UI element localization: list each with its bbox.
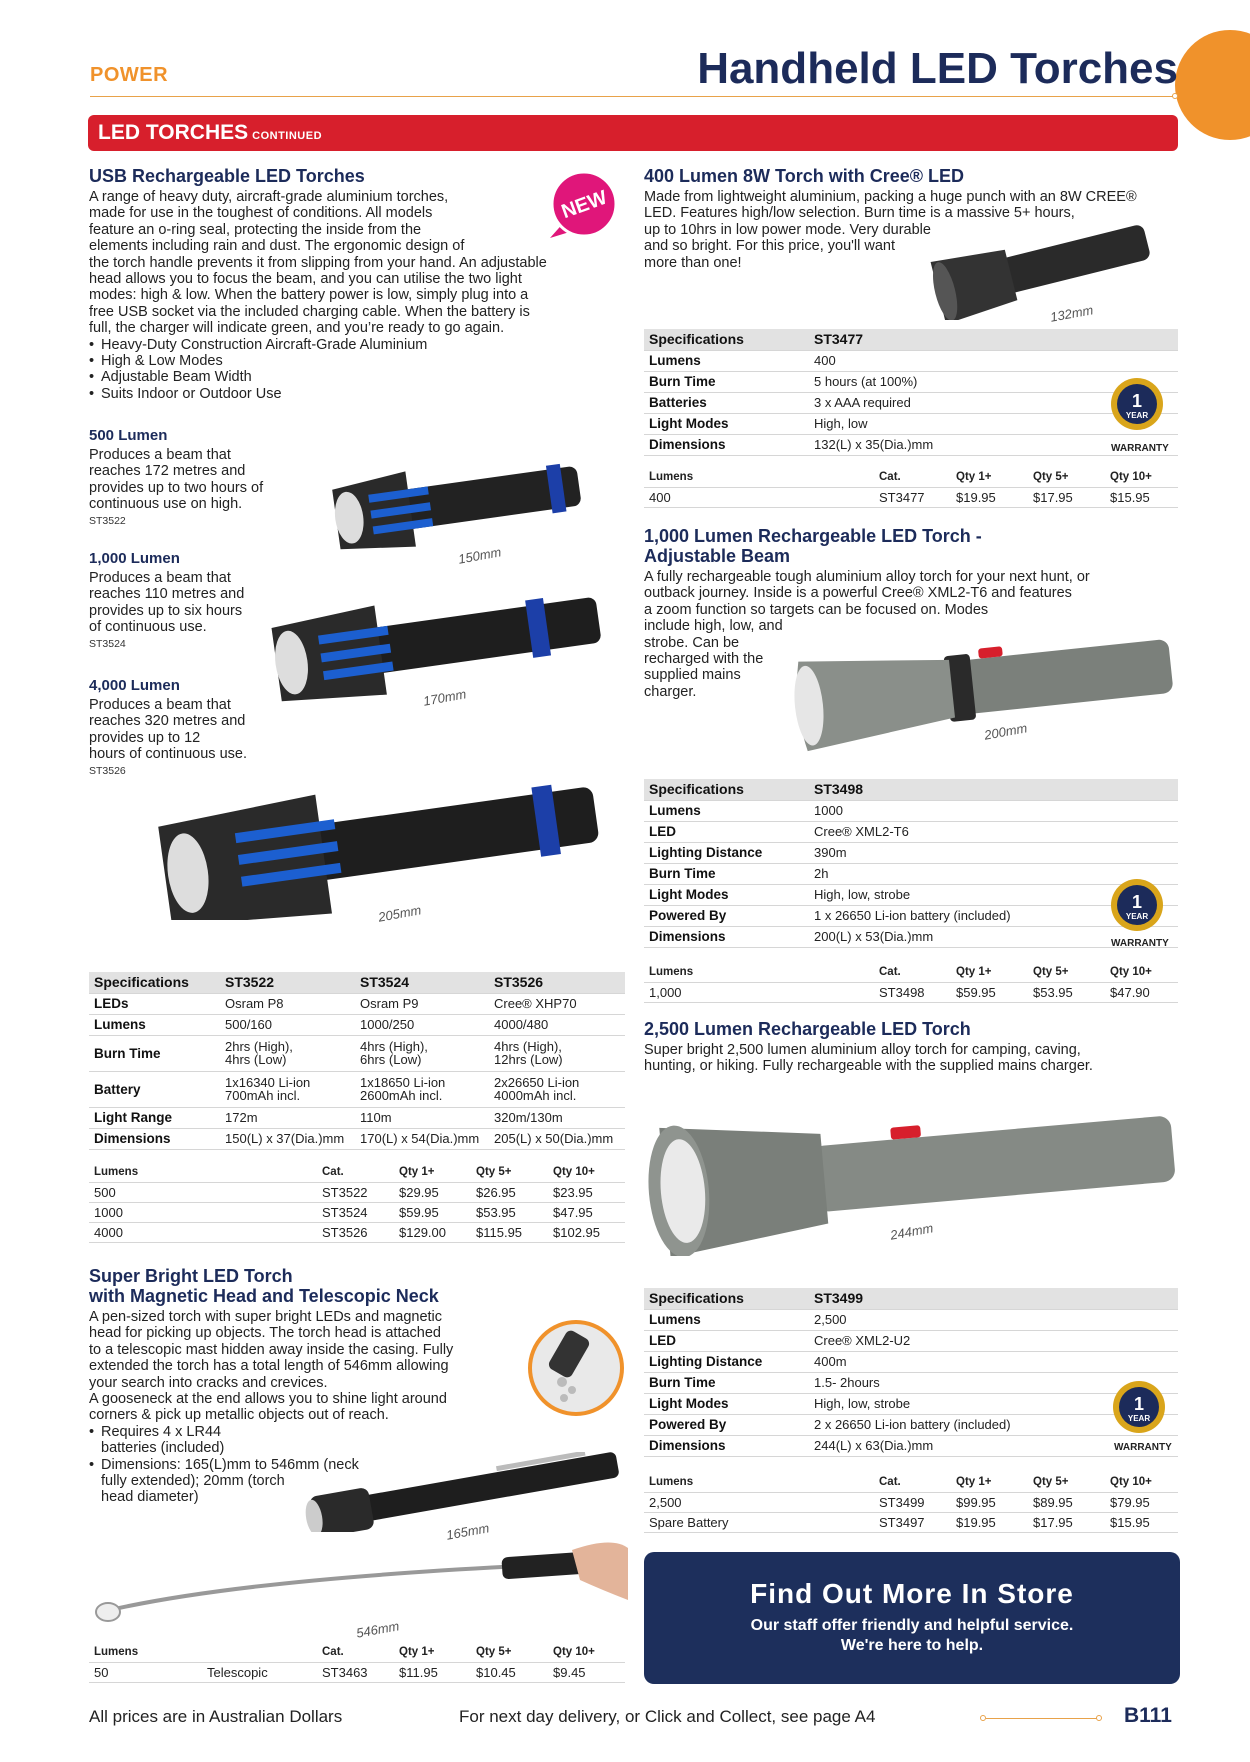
usb-features <box>89 337 629 403</box>
superbright-subtitle: with Magnetic Head and Telescopic Neck <box>89 1286 439 1306</box>
t2500-title: 2,500 Lumen Rechargeable LED Torch <box>644 1019 971 1039</box>
variant-1000: 1,000 Lumen Produces a beam that reaches 110 metres and provides up to six hours of continuous use. ST3524 <box>89 550 299 650</box>
store-promo-box <box>644 1552 1180 1684</box>
feature-item: • High & Low Modes <box>89 353 629 369</box>
t2500-price-table <box>644 1472 1178 1533</box>
banner-title: LED TORCHES <box>98 121 249 144</box>
table-header: Specifications ST3499 <box>644 1288 1178 1309</box>
feature-item: • Heavy-Duty Construction Aircraft-Grade Aluminium <box>89 337 629 353</box>
t1000-subtitle: Adjustable Beam <box>644 546 791 566</box>
table-header: Specifications ST3477 <box>644 329 1178 350</box>
page-number: B111 <box>1124 1704 1172 1727</box>
svg-text:YEAR: YEAR <box>1127 1414 1151 1423</box>
dimension-label: 150mm <box>457 544 503 567</box>
variant-code: ST3522 <box>89 514 126 527</box>
t2500-description: Super bright 2,500 lumen aluminium alloy torch for camping, caving, hunting, or hiking. Fully rechargeable with the supplied mains charger. <box>644 1042 1093 1075</box>
table-row: 1,000 ST3498 $59.95 $53.95 $47.90 <box>644 982 1178 1002</box>
t400-description: Made from lightweight aluminium, packing a huge punch with an 8W CREE® LED. Features high/low selection. Burn time is a massive 5+ hours, up to 10hrs in low power mode. Very durable and so bright. For this price, you'll want more than one! <box>644 189 1137 271</box>
header-rule <box>90 96 1174 97</box>
svg-text:1: 1 <box>1131 391 1143 411</box>
table-header: Lumens Cat. Qty 1+ Qty 5+ Qty 10+ <box>644 467 1178 487</box>
t1000-spec-table <box>644 779 1178 948</box>
table-header: Lumens Cat. Qty 1+ Qty 5+ Qty 10+ <box>644 1472 1178 1492</box>
telescopic-torch-image <box>300 1452 630 1532</box>
table-row: Light Range 172m 110m 320m/130m <box>89 1107 625 1128</box>
table-row: Burn Time 2h <box>644 863 1178 884</box>
table-row: Spare Battery ST3497 $19.95 $17.95 $15.95 <box>644 1512 1178 1532</box>
svg-text:YEAR: YEAR <box>1125 411 1149 420</box>
dimension-label: 244mm <box>889 1220 935 1243</box>
t400-price-table <box>644 467 1178 508</box>
t400-title: 400 Lumen 8W Torch with Cree® LED <box>644 166 964 186</box>
dimension-label: 132mm <box>1049 302 1095 325</box>
superbright-title: Super Bright LED Torch <box>89 1266 293 1286</box>
telescopic-extended-image <box>92 1540 630 1630</box>
table-row: LED Cree® XML2-T6 <box>644 821 1178 842</box>
variant-title: 4,000 Lumen <box>89 677 180 694</box>
table-row: Dimensions 132(L) x 35(Dia.)mm <box>644 434 1178 455</box>
new-badge <box>540 168 620 248</box>
warranty-label: WARRANTY <box>1114 1442 1172 1453</box>
feature-item: • Dimensions: 165(L)mm to 546mm (neck fully extended); 20mm (torch head diameter) <box>89 1457 629 1506</box>
dimension-label: 165mm <box>445 1520 491 1543</box>
store-promo-line1: Our staff offer friendly and helpful service. <box>750 1617 1074 1634</box>
store-promo-line2: We're here to help. <box>840 1637 984 1654</box>
category-banner <box>88 115 1178 151</box>
superbright-price-table <box>89 1642 625 1683</box>
usb-spec-table <box>89 972 625 1150</box>
warranty-label: WARRANTY <box>1111 443 1169 454</box>
table-row: 50 Telescopic ST3463 $11.95 $10.45 $9.45 <box>89 1662 625 1682</box>
store-promo-title: Find Out More In Store <box>750 1578 1074 1609</box>
usb-title: USB Rechargeable LED Torches <box>89 166 365 186</box>
torch-st3477-image <box>930 210 1180 320</box>
warranty-badge-icon <box>1112 1380 1166 1434</box>
table-row: Lighting Distance 400m <box>644 1351 1178 1372</box>
variant-title: 1,000 Lumen <box>89 550 180 567</box>
table-row: Light Modes High, low, strobe <box>644 884 1178 905</box>
usb-price-table <box>89 1162 625 1243</box>
table-row: Lighting Distance 390m <box>644 842 1178 863</box>
feature-item: • Requires 4 x LR44 batteries (included) <box>89 1424 629 1457</box>
table-row: Dimensions 150(L) x 37(Dia.)mm 170(L) x 54(Dia.)mm 205(L) x 50(Dia.)mm <box>89 1128 625 1149</box>
magnetic-head-inset-image <box>526 1318 626 1418</box>
footer-rule <box>986 1718 1098 1719</box>
table-row: Lumens 1000 <box>644 800 1178 821</box>
table-row: Lumens 2,500 <box>644 1309 1178 1330</box>
table-row: Lumens 400 <box>644 350 1178 371</box>
variant-code: ST3526 <box>89 764 126 777</box>
t1000-description: A fully rechargeable tough aluminium alloy torch for your next hunt, or outback journey. Inside is a powerful Cree® XML2-T6 and features a zoom function so targets can be focused on. Modes include high, low, and strobe. Can be recharged with the supplied mains charger. <box>644 569 1090 700</box>
table-row: Dimensions 200(L) x 53(Dia.)mm <box>644 926 1178 947</box>
warranty-badge-icon <box>1110 878 1164 932</box>
dimension-label: 205mm <box>377 902 423 925</box>
banner-sub: CONTINUED <box>252 130 323 142</box>
svg-text:YEAR: YEAR <box>1125 912 1149 921</box>
table-row: Dimensions 244(L) x 63(Dia.)mm <box>644 1435 1178 1456</box>
table-header: Lumens Cat. Qty 1+ Qty 5+ Qty 10+ <box>89 1642 625 1662</box>
table-row: Powered By 2 x 26650 Li-ion battery (included) <box>644 1414 1178 1435</box>
table-row: 500 ST3522 $29.95 $26.95 $23.95 <box>89 1182 625 1202</box>
warranty-label: WARRANTY <box>1111 938 1169 949</box>
table-row: Burn Time 2hrs (High), 4hrs (Low) 4hrs (High), 6hrs (Low) 4hrs (High), 12hrs (Low) <box>89 1035 625 1071</box>
dimension-label: 170mm <box>422 686 468 709</box>
t400-spec-table <box>644 329 1178 456</box>
svg-text:1: 1 <box>1133 1394 1145 1414</box>
usb-description: A range of heavy duty, aircraft-grade aluminium torches, made for use in the toughest of conditions. All models feature an o-ring seal, protecting the inside from the elements including rain and dust. The ergonomic design of the torch handle prevents it from slipping from your hand. An adjustable head allows you to focus the beam, and you can utilise the two light modes: high & low. When the battery power is low, simply plug into a free USB socket via the included charging cable. When the battery is full, the charger will indicate green, and you’re ready to go again. <box>89 189 547 337</box>
t1000-price-table <box>644 962 1178 1003</box>
table-row: LED Cree® XML2-U2 <box>644 1330 1178 1351</box>
table-row: Battery 1x16340 Li-ion 700mAh incl. 1x18650 Li-ion 2600mAh incl. 2x26650 Li-ion 4000mAh incl. <box>89 1071 625 1107</box>
torch-st3522-image <box>330 440 620 560</box>
section-label: POWER <box>90 64 169 86</box>
header-rule-end <box>1172 93 1178 99</box>
table-row: Lumens 500/160 1000/250 4000/480 <box>89 1014 625 1035</box>
torch-st3524-image <box>270 576 620 709</box>
page-tab-decoration <box>1175 30 1250 140</box>
variant-code: ST3524 <box>89 637 126 650</box>
feature-item: • Suits Indoor or Outdoor Use <box>89 386 629 402</box>
t2500-spec-table <box>644 1288 1178 1457</box>
t2500-section <box>644 1019 1184 1075</box>
table-row: Burn Time 1.5- 2hours <box>644 1372 1178 1393</box>
variant-title: 500 Lumen <box>89 427 168 444</box>
table-row: Light Modes High, low <box>644 413 1178 434</box>
dimension-label: 200mm <box>983 720 1029 743</box>
table-row: 4000 ST3526 $129.00 $115.95 $102.95 <box>89 1222 625 1242</box>
table-row: Burn Time 5 hours (at 100%) <box>644 371 1178 392</box>
footer-delivery-note: For next day delivery, or Click and Collect, see page A4 <box>459 1707 876 1726</box>
new-badge-text: NEW <box>558 186 611 224</box>
table-header: Specifications ST3498 <box>644 779 1178 800</box>
page-title: Handheld LED Torches <box>697 44 1178 93</box>
table-header: Lumens Cat. Qty 1+ Qty 5+ Qty 10+ <box>644 962 1178 982</box>
warranty-badge-icon <box>1110 377 1164 431</box>
variant-4000: 4,000 Lumen Produces a beam that reaches 320 metres and provides up to 12 hours of continuous use. ST3526 <box>89 677 299 777</box>
footer-currency-note: All prices are in Australian Dollars <box>89 1707 343 1726</box>
dimension-label: 546mm <box>355 1618 401 1641</box>
table-row: Batteries 3 x AAA required <box>644 392 1178 413</box>
table-header: Lumens Cat. Qty 1+ Qty 5+ Qty 10+ <box>89 1162 625 1182</box>
footer-rule-end <box>1096 1715 1102 1721</box>
t1000-title: 1,000 Lumen Rechargeable LED Torch - <box>644 526 982 546</box>
table-header: Specifications ST3522 ST3524 ST3526 <box>89 972 625 993</box>
torch-st3526-image <box>158 770 618 920</box>
superbright-description: A pen-sized torch with super bright LEDs and magnetic head for picking up objects. The torch head is attached to a telescopic mast hidden away inside the casing. Fully extended the torch has a total length of 546mm allowing your search into cracks and crevices. A gooseneck at the end allows you to shine light around corners & pick up metallic objects out of reach. <box>89 1309 454 1424</box>
table-row: Light Modes High, low, strobe <box>644 1393 1178 1414</box>
table-row: 1000 ST3524 $59.95 $53.95 $47.95 <box>89 1202 625 1222</box>
table-row: Powered By 1 x 26650 Li-ion battery (included) <box>644 905 1178 926</box>
table-row: 2,500 ST3499 $99.95 $89.95 $79.95 <box>644 1492 1178 1512</box>
table-row: LEDs Osram P8 Osram P9 Cree® XHP70 <box>89 993 625 1014</box>
feature-item: • Adjustable Beam Width <box>89 369 629 385</box>
variant-500: 500 Lumen Produces a beam that reaches 172 metres and provides up to two hours of continuous use on high. ST3522 <box>89 427 299 527</box>
table-row: 400 ST3477 $19.95 $17.95 $15.95 <box>644 487 1178 507</box>
svg-text:1: 1 <box>1131 892 1143 912</box>
